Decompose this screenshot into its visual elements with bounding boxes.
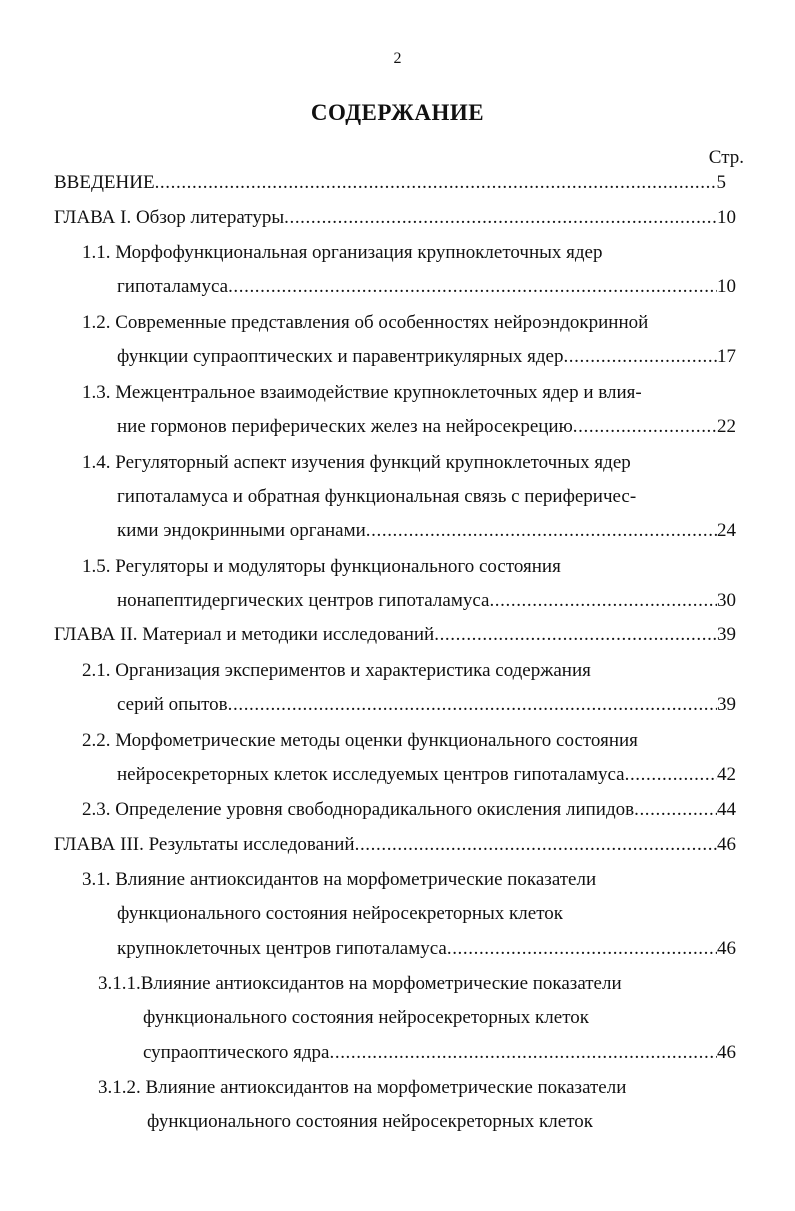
toc-page-number: 10 <box>717 276 736 297</box>
toc-entry-2-2-line-1[interactable]: 2.2. Морфометрические методы оценки функционального состояния <box>82 730 638 751</box>
toc-entry-text: нонапептидергических центров гипоталамуса <box>117 590 490 611</box>
toc-leader-dots <box>634 797 717 823</box>
toc-page-number: 30 <box>717 590 736 611</box>
toc-entry-1-1-line-1[interactable]: 1.1. Морфофункциональная организация крупноклеточных ядер <box>82 242 603 263</box>
toc-entry-text: ГЛАВА III. Результаты исследований <box>54 834 355 855</box>
toc-entry-chapter-1[interactable] <box>54 205 736 231</box>
toc-entry-text: серий опытов <box>117 694 228 715</box>
toc-leader-dots <box>563 344 717 370</box>
toc-page-number: 39 <box>717 624 736 645</box>
toc-entry-text: крупноклеточных центров гипоталамуса <box>117 938 447 959</box>
page-number: 2 <box>393 50 402 67</box>
toc-entry-2-1-line-1[interactable]: 2.1. Организация экспериментов и характеристика содержания <box>82 660 591 681</box>
toc-page-number: 24 <box>717 520 736 541</box>
page-title: СОДЕРЖАНИЕ <box>310 100 485 125</box>
toc-entry-3-1-2-line-1[interactable]: 3.1.2. Влияние антиоксидантов на морфометрические показатели <box>98 1077 627 1098</box>
toc-entry-1-3[interactable] <box>117 414 736 440</box>
toc-leader-dots <box>155 170 717 196</box>
toc-page-number: 22 <box>717 416 736 437</box>
toc-leader-dots <box>284 205 717 231</box>
toc-page-number: 46 <box>717 938 736 959</box>
toc-page-number: 5 <box>716 172 726 193</box>
toc-leader-dots <box>489 588 717 614</box>
toc-entry-introduction[interactable] <box>54 170 726 196</box>
toc-leader-dots <box>573 414 717 440</box>
toc-entry-text: нейросекреторных клеток исследуемых центров гипоталамуса <box>117 764 625 785</box>
toc-page-number: 39 <box>717 694 736 715</box>
toc-entry-2-1[interactable] <box>117 692 736 718</box>
toc-entry-text: 2.3. Определение уровня свободнорадикального окисления липидов <box>82 799 635 820</box>
toc-entry-3-1-line-2[interactable]: функционального состояния нейросекреторных клеток <box>117 903 563 924</box>
toc-page-number: 44 <box>717 799 736 820</box>
toc-entry-text: кими эндокринными органами <box>117 520 366 541</box>
toc-entry-3-1-2-line-2[interactable]: функционального состояния нейросекреторных клеток <box>147 1111 593 1132</box>
toc-entry-1-3-line-1[interactable]: 1.3. Межцентральное взаимодействие крупноклеточных ядер и влия- <box>82 382 642 403</box>
toc-entry-text: функции супраоптических и паравентрикулярных ядер <box>117 346 564 367</box>
toc-entry-text: ВВЕДЕНИЕ <box>54 172 155 193</box>
toc-entry-2-3[interactable] <box>82 797 736 823</box>
toc-leader-dots <box>366 518 717 544</box>
toc-entry-text: ГЛАВА II. Материал и методики исследований <box>54 624 435 645</box>
toc-leader-dots <box>330 1040 718 1066</box>
toc-page-number: 42 <box>717 764 736 785</box>
toc-leader-dots <box>228 692 717 718</box>
toc-leader-dots <box>625 762 717 788</box>
toc-entry-text: ние гормонов периферических желез на нейросекрецию <box>117 416 573 437</box>
toc-page-number: 10 <box>717 207 736 228</box>
toc-page-number: 17 <box>717 346 736 367</box>
toc-leader-dots <box>355 832 717 858</box>
toc-entry-1-5-line-1[interactable]: 1.5. Регуляторы и модуляторы функционального состояния <box>82 556 561 577</box>
toc-entry-3-1-line-1[interactable]: 3.1. Влияние антиоксидантов на морфометрические показатели <box>82 869 597 890</box>
toc-page-number: 46 <box>717 834 736 855</box>
page-column-header: Стр. <box>708 147 744 168</box>
toc-entry-text: супраоптического ядра <box>143 1042 330 1063</box>
toc-entry-1-4-line-2[interactable]: гипоталамуса и обратная функциональная связь с периферичес- <box>117 486 637 507</box>
toc-entry-3-1-1-line-2[interactable]: функционального состояния нейросекреторных клеток <box>143 1007 589 1028</box>
toc-entry-3-1-1[interactable] <box>143 1040 736 1066</box>
toc-entry-chapter-2[interactable] <box>54 622 736 648</box>
toc-page-number: 46 <box>717 1042 736 1063</box>
toc-entry-text: ГЛАВА I. Обзор литературы <box>54 207 285 228</box>
toc-entry-3-1[interactable] <box>117 936 736 962</box>
toc-entry-1-1[interactable] <box>117 274 736 300</box>
toc-entry-1-4[interactable] <box>117 518 736 544</box>
toc-entry-chapter-3[interactable] <box>54 832 736 858</box>
toc-leader-dots <box>434 622 717 648</box>
toc-entry-1-4-line-1[interactable]: 1.4. Регуляторный аспект изучения функций крупноклеточных ядер <box>82 452 631 473</box>
toc-entry-text: гипоталамуса <box>117 276 229 297</box>
toc-entry-1-2[interactable] <box>117 344 736 370</box>
toc-leader-dots <box>228 274 717 300</box>
toc-entry-3-1-1-line-1[interactable]: 3.1.1.Влияние антиоксидантов на морфометрические показатели <box>98 973 622 994</box>
toc-leader-dots <box>447 936 717 962</box>
toc-entry-2-2[interactable] <box>117 762 736 788</box>
toc-entry-1-5[interactable] <box>117 588 736 614</box>
toc-entry-1-2-line-1[interactable]: 1.2. Современные представления об особенностях нейроэндокринной <box>82 312 649 333</box>
